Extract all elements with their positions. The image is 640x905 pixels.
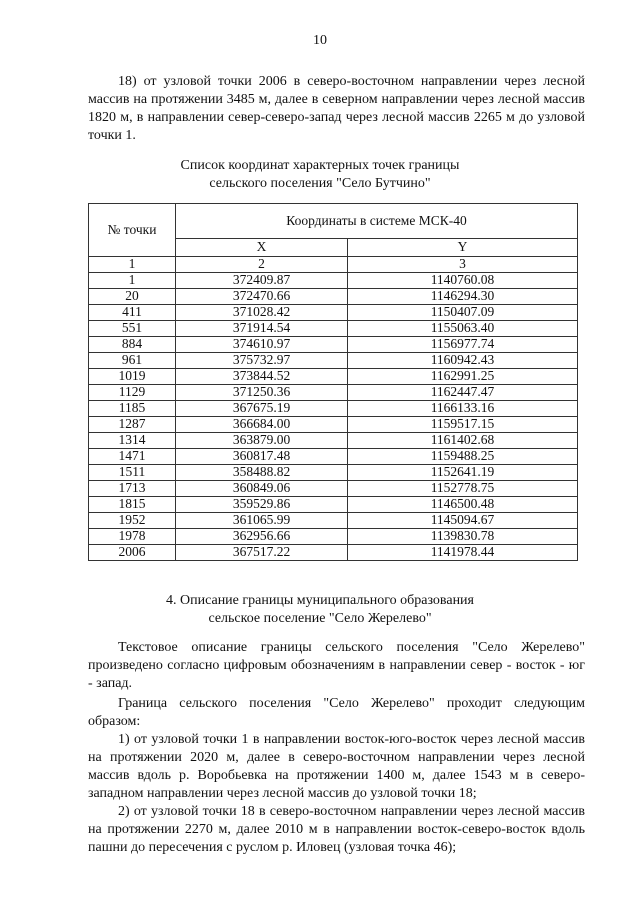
table-row xyxy=(89,337,578,353)
cell-y: 1159517.15 xyxy=(348,417,578,433)
column-number: 3 xyxy=(348,257,578,273)
table-row xyxy=(89,513,578,529)
cell-y: 1145094.67 xyxy=(348,513,578,529)
cell-point: 20 xyxy=(89,289,176,305)
table-row xyxy=(89,433,578,449)
cell-point: 1952 xyxy=(89,513,176,529)
cell-x: 371028.42 xyxy=(176,305,348,321)
cell-x: 363879.00 xyxy=(176,433,348,449)
cell-y: 1162447.47 xyxy=(348,385,578,401)
table-row xyxy=(89,353,578,369)
cell-point: 1019 xyxy=(89,369,176,385)
table-row xyxy=(89,289,578,305)
cell-point: 1 xyxy=(89,273,176,289)
table-row xyxy=(89,545,578,561)
table-row xyxy=(89,529,578,545)
cell-point: 1287 xyxy=(89,417,176,433)
cell-x: 371250.36 xyxy=(176,385,348,401)
paragraph: Граница сельского поселения "Село Жерелево" проходит следующим образом: xyxy=(88,696,585,729)
header-y: Y xyxy=(348,239,578,257)
cell-x: 361065.99 xyxy=(176,513,348,529)
table-row xyxy=(89,385,578,401)
cell-point: 1314 xyxy=(89,433,176,449)
cell-x: 362956.66 xyxy=(176,529,348,545)
section-heading-line: 4. Описание границы муниципального образования xyxy=(166,593,474,608)
table-title xyxy=(0,157,640,192)
intro-paragraph: 18) от узловой точки 2006 в северо-восточном направлении через лесной массив на протяжении 3485 м, далее в северном направлении через лесной массив 1820 м, в направлении север-северо-запад через лесной массив 2265 м до узловой точки 1. xyxy=(88,74,585,143)
cell-point: 2006 xyxy=(89,545,176,561)
cell-point: 961 xyxy=(89,353,176,369)
cell-y: 1139830.78 xyxy=(348,529,578,545)
cell-y: 1146294.30 xyxy=(348,289,578,305)
cell-x: 360849.06 xyxy=(176,481,348,497)
page-number: 10 xyxy=(313,33,327,48)
table-row xyxy=(89,481,578,497)
cell-y: 1166133.16 xyxy=(348,401,578,417)
cell-y: 1146500.48 xyxy=(348,497,578,513)
cell-x: 358488.82 xyxy=(176,465,348,481)
cell-point: 411 xyxy=(89,305,176,321)
table-row xyxy=(89,321,578,337)
table-row xyxy=(89,465,578,481)
cell-y: 1159488.25 xyxy=(348,449,578,465)
cell-y: 1161402.68 xyxy=(348,433,578,449)
cell-x: 372409.87 xyxy=(176,273,348,289)
column-number: 1 xyxy=(89,257,176,273)
cell-x: 372470.66 xyxy=(176,289,348,305)
table-row xyxy=(89,497,578,513)
cell-x: 367517.22 xyxy=(176,545,348,561)
table-row xyxy=(89,401,578,417)
cell-point: 1713 xyxy=(89,481,176,497)
section-heading xyxy=(0,592,640,627)
cell-point: 1185 xyxy=(89,401,176,417)
table-row xyxy=(89,273,578,289)
cell-point: 1129 xyxy=(89,385,176,401)
column-number: 2 xyxy=(176,257,348,273)
header-x: X xyxy=(176,239,348,257)
cell-point: 551 xyxy=(89,321,176,337)
cell-y: 1160942.43 xyxy=(348,353,578,369)
paragraph: Текстовое описание границы сельского поселения "Село Жерелево" произведено согласно цифровым обозначениям в направлении север - восток - юг - запад. xyxy=(88,640,585,691)
cell-x: 375732.97 xyxy=(176,353,348,369)
cell-point: 884 xyxy=(89,337,176,353)
cell-y: 1140760.08 xyxy=(348,273,578,289)
cell-x: 374610.97 xyxy=(176,337,348,353)
cell-y: 1162991.25 xyxy=(348,369,578,385)
cell-x: 371914.54 xyxy=(176,321,348,337)
table-row xyxy=(89,305,578,321)
cell-y: 1152641.19 xyxy=(348,465,578,481)
cell-y: 1156977.74 xyxy=(348,337,578,353)
table-row xyxy=(89,449,578,465)
cell-y: 1155063.40 xyxy=(348,321,578,337)
cell-point: 1978 xyxy=(89,529,176,545)
cell-point: 1511 xyxy=(89,465,176,481)
cell-y: 1141978.44 xyxy=(348,545,578,561)
paragraph: 1) от узловой точки 1 в направлении восток-юго-восток через лесной массив на протяжении 2020 м, далее в северо-восточном направлении через лесной массив вдоль р. Воробьевка на протяжении 1400 м, далее 1543 м в северо-западном направлении через лесной массив до узловой точки 18; xyxy=(88,732,585,801)
cell-x: 359529.86 xyxy=(176,497,348,513)
cell-point: 1815 xyxy=(89,497,176,513)
paragraph: 2) от узловой точки 18 в северо-восточном направлении через лесной массив на протяжении 2270 м, далее 2010 м в направлении восток-северо-восток вдоль пашни до пересечения с руслом р. Иловец (узловая точка 46); xyxy=(88,804,585,855)
cell-point: 1471 xyxy=(89,449,176,465)
cell-x: 367675.19 xyxy=(176,401,348,417)
body-text xyxy=(0,639,585,857)
cell-x: 366684.00 xyxy=(176,417,348,433)
table-row xyxy=(89,369,578,385)
cell-x: 360817.48 xyxy=(176,449,348,465)
cell-x: 373844.52 xyxy=(176,369,348,385)
section-heading-line: сельское поселение "Село Жерелево" xyxy=(208,610,432,626)
table-title-line: сельского поселения "Село Бутчино" xyxy=(209,175,431,191)
table-title-line: Список координат характерных точек границы xyxy=(180,158,460,173)
cell-y: 1152778.75 xyxy=(348,481,578,497)
header-coords: Координаты в системе МСК-40 xyxy=(176,204,578,239)
table-row xyxy=(89,417,578,433)
header-point: № точки xyxy=(89,204,176,257)
coordinates-table xyxy=(88,203,578,561)
cell-y: 1150407.09 xyxy=(348,305,578,321)
